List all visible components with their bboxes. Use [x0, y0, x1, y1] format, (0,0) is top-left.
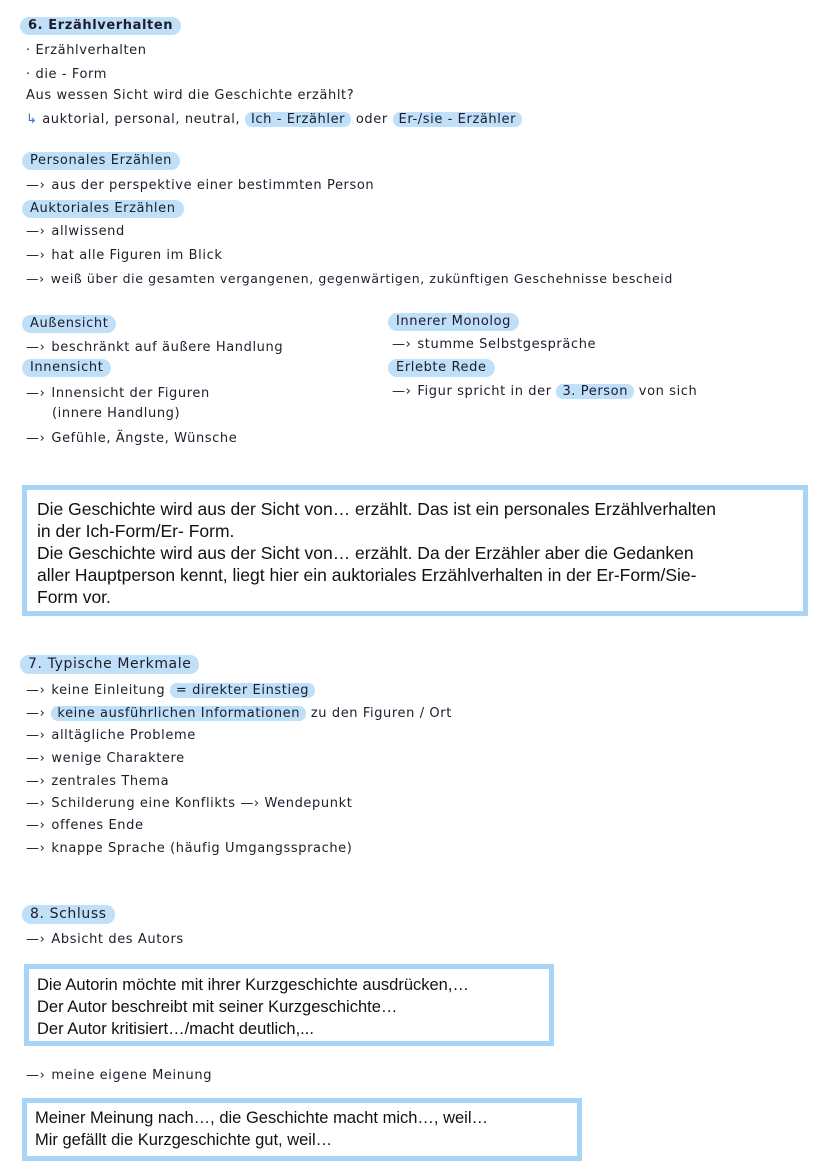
arrow-icon: —›	[26, 751, 46, 766]
arrow-icon: —›	[26, 774, 46, 789]
meinung-line: —› meine eigene Meinung	[26, 1068, 213, 1083]
arrow-icon: —›	[26, 683, 46, 698]
arrow-icon: —›	[26, 386, 46, 401]
rede-point: —› Figur spricht in der 3. Person von sich	[392, 384, 698, 399]
merkmal-3: —› alltägliche Probleme	[26, 728, 196, 743]
auktorial-point-3: —› weiß über die gesamten vergangenen, gegenwärtigen, zukünftigen Geschehnisse bescheid	[26, 271, 673, 286]
personal-heading: Personales Erzählen	[22, 153, 180, 168]
rede-heading: Erlebte Rede	[388, 360, 495, 375]
arrow-icon: —›	[240, 796, 260, 811]
merkmal-1: —› keine Einleitung = direkter Einstieg	[26, 683, 315, 698]
section-8-heading: 8. Schluss	[22, 906, 115, 922]
meinung-example-box: Meiner Meinung nach…, die Geschichte macht mich…, weil… Mir gefällt die Kurzgeschichte gut, weil…	[22, 1098, 582, 1161]
return-arrow-icon: ↳	[26, 112, 38, 127]
absicht-line: —› Absicht des Autors	[26, 932, 184, 947]
arrow-icon: —›	[26, 224, 46, 239]
arrow-icon: —›	[26, 841, 46, 856]
question-text: Aus wessen Sicht wird die Geschichte erzählt?	[26, 88, 355, 103]
arrow-icon: —›	[26, 818, 46, 833]
arrow-icon: —›	[26, 178, 46, 193]
merkmal-8: —› knappe Sprache (häufig Umgangssprache)	[26, 841, 353, 856]
monolog-point: —› stumme Selbstgespräche	[392, 337, 597, 352]
auktorial-heading: Auktoriales Erzählen	[22, 201, 184, 216]
personal-point: —› aus der perspektive einer bestimmten Person	[26, 178, 375, 193]
arrow-icon: —›	[26, 728, 46, 743]
arrow-icon: —›	[26, 248, 46, 263]
innensicht-heading: Innensicht	[22, 360, 111, 375]
merkmal-2: —› keine ausführlichen Informationen zu den Figuren / Ort	[26, 706, 452, 721]
bullet-die-form: · die - Form	[26, 67, 108, 82]
arrow-icon: —›	[392, 384, 412, 399]
erzaehlverhalten-example-box: Die Geschichte wird aus der Sicht von… erzählt. Das ist ein personales Erzählverhalten in der Ich-Form/Er- Form. Die Geschichte wird aus der Sicht von… erzählt. Da der Erzähler aber die Gedanken aller Hauptperson kennt, liegt hier ein auktoriales Erzählverhalten in der Er-Form/Sie- Form vor.	[22, 485, 808, 616]
absicht-example-box: Die Autorin möchte mit ihrer Kurzgeschichte ausdrücken,… Der Autor beschreibt mit seiner Kurzgeschichte… Der Autor kritisiert…/macht deutlich,...	[24, 964, 554, 1046]
arrow-icon: —›	[26, 706, 46, 721]
arrow-icon: —›	[392, 337, 412, 352]
auktorial-point-2: —› hat alle Figuren im Blick	[26, 248, 223, 263]
innensicht-point-1: —› Innensicht der Figuren	[26, 386, 210, 401]
innensicht-point-1b: (innere Handlung)	[52, 406, 181, 421]
answer-line: ↳ auktorial, personal, neutral, Ich - Erzähler oder Er-/sie - Erzähler	[26, 112, 522, 127]
arrow-icon: —›	[26, 431, 46, 446]
monolog-heading: Innerer Monolog	[388, 314, 519, 329]
merkmal-7: —› offenes Ende	[26, 818, 144, 833]
merkmal-5: —› zentrales Thema	[26, 774, 170, 789]
arrow-icon: —›	[26, 796, 46, 811]
merkmal-4: —› wenige Charaktere	[26, 751, 185, 766]
section-7-heading: 7. Typische Merkmale	[20, 656, 199, 672]
arrow-icon: —›	[26, 340, 46, 355]
aussensicht-heading: Außensicht	[22, 316, 116, 331]
merkmal-6: —› Schilderung eine Konflikts —› Wendepunkt	[26, 796, 353, 811]
auktorial-point-1: —› allwissend	[26, 224, 125, 239]
section-6-heading: 6. Erzählverhalten	[20, 18, 181, 33]
bullet-erzaehlverhalten: · Erzählverhalten	[26, 43, 147, 58]
arrow-icon: —›	[26, 1068, 46, 1083]
arrow-icon: —›	[26, 271, 45, 286]
aussensicht-point: —› beschränkt auf äußere Handlung	[26, 340, 284, 355]
arrow-icon: —›	[26, 932, 46, 947]
innensicht-point-2: —› Gefühle, Ängste, Wünsche	[26, 431, 238, 446]
